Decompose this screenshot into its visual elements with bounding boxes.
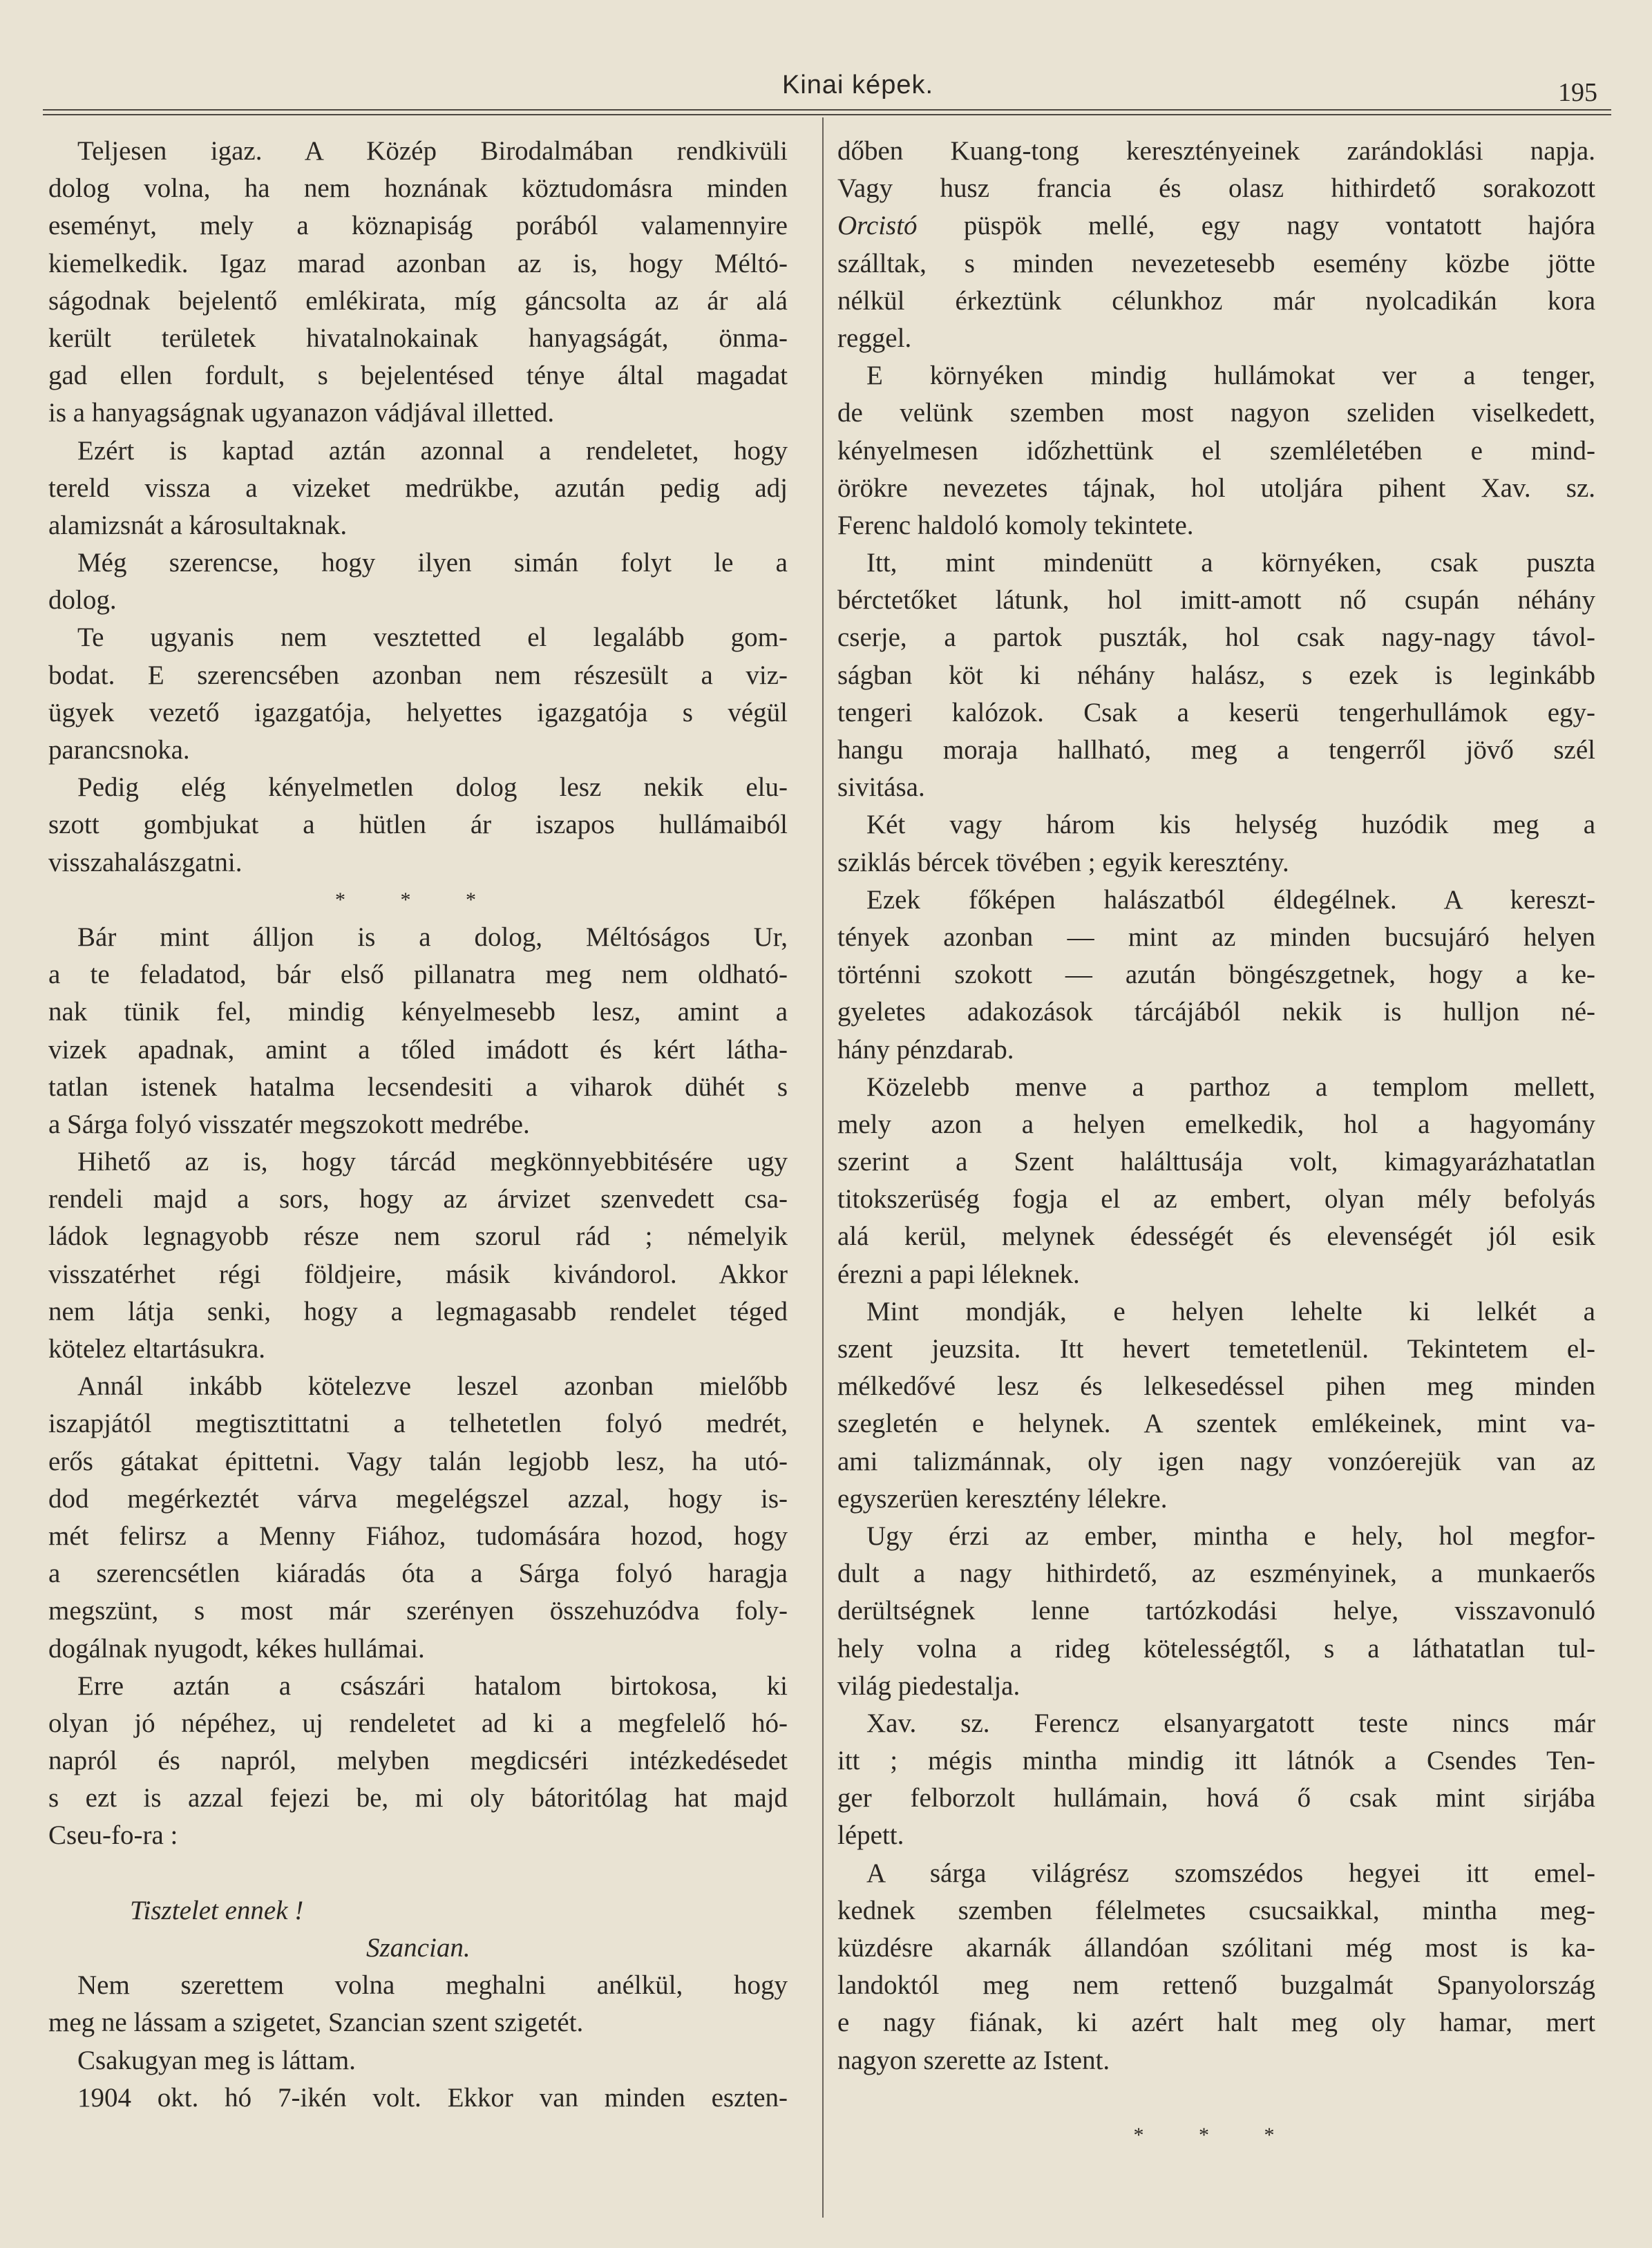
text-line: kötelez eltartásukra. (48, 1334, 265, 1364)
text-line: kiemelkedik. Igaz marad azonban az is, hogy Méltó- (48, 248, 788, 278)
text-line: Erre aztán a császári hatalom birtokosa, ki (77, 1670, 788, 1701)
text-line: Mint mondják, e helyen lehelte ki lelkét a (866, 1296, 1595, 1326)
text-line: nagyon szerette az Istent. (837, 2045, 1110, 2075)
right-column (837, 133, 1595, 2154)
text-line: dolog volna, ha nem hoznának köztudomásra minden (48, 173, 788, 204)
text-line: Ugy érzi az ember, mintha e hely, hol megfor- (866, 1521, 1595, 1551)
text-line: hangu moraja hallható, meg a tengerről jövő szél (837, 735, 1595, 765)
text-line: titokszerüség fogja el az embert, olyan mély befolyás (837, 1184, 1595, 1215)
text-line: történni szokott — azután böngészgetnek, hogy a ke- (837, 960, 1595, 990)
header-rule-double (43, 114, 1611, 115)
text-line: kényelmesen időzhettünk el szemléletében e mind- (837, 435, 1595, 466)
text-line: szegletén e helynek. A szentek emlékeinek, mint va- (837, 1409, 1595, 1439)
text-line: Orcistó püspök mellé, egy nagy vontatott hajóra (837, 211, 1595, 241)
text-line: szent jeuzsita. Itt hevert temetetlenül. Tekintetem el- (837, 1334, 1595, 1364)
text-line: gad ellen fordult, s bejelentésed ténye által magadat (48, 361, 788, 391)
text-line: küzdésre akarnák állandóan szólitani még most is ka- (837, 1933, 1595, 1963)
text-line: alamizsnát a károsultaknak. (48, 510, 348, 540)
text-line: E környéken mindig hullámokat ver a tenger, (866, 361, 1595, 391)
text-line: itt ; mégis mintha mindig itt látnók a Csendes Ten- (837, 1746, 1595, 1776)
text-line: gyeletes adakozások tárcájából nekik is hulljon né- (837, 997, 1595, 1027)
text-line: ságodnak bejelentő emlékirata, míg gáncsolta az ár alá (48, 285, 788, 316)
text-line: meg ne lássam a szigetet, Szancian szent szigetét. (48, 2008, 584, 2038)
text-line: szálltak, s minden nevezetesebb esemény közbe jötte (837, 248, 1595, 278)
text-line: reggel. (837, 323, 912, 353)
text-line: dolog. (48, 585, 117, 616)
text-line: alá kerül, melynek édességét és elevenségét jól esik (837, 1221, 1595, 1252)
text-line: Hihető az is, hogy tárcád megkönnyebbitésére ugy (77, 1147, 788, 1177)
text-line: ládok legnagyobb része nem szorul rád ; némelyik (48, 1221, 788, 1252)
text-line: Közelebb menve a parthoz a templom mellett, (866, 1071, 1595, 1102)
header-rule (43, 109, 1611, 111)
text-line: bodat. E szerencsében azonban nem részesült a viz- (48, 660, 788, 690)
text-line: dod megérkeztét várva megelégszel azzal, hogy is- (48, 1483, 788, 1514)
text-line: iszapjától megtisztittatni a telhetetlen folyó medrét, (48, 1409, 788, 1439)
text-line: Még szerencse, hogy ilyen simán folyt le a (77, 548, 788, 578)
text-line: megszünt, s most már szerényen összehuzódva foly- (48, 1596, 788, 1626)
page-header (43, 62, 1611, 117)
text-line: Két vagy három kis helység huzódik meg a (866, 810, 1595, 840)
text-line: mélkedővé lesz és lelkesedéssel pihen meg minden (837, 1371, 1595, 1402)
text-line: érezni a papi léleknek. (837, 1259, 1080, 1289)
left-column (48, 133, 788, 2117)
text-line: kednek szemben félelmetes csucsaikkal, mintha meg- (837, 1895, 1595, 1925)
text-line: ságban köt ki néhány halász, s ezek is leginkább (837, 660, 1595, 690)
text-line: örökre nevezetes tájnak, hol utoljára pihent Xav. sz. (837, 473, 1595, 503)
text-line: Ezért is kaptad aztán azonnal a rendeletet, hogy (77, 435, 788, 466)
text-line: sivitása. (837, 772, 925, 803)
text-line: tények azonban — mint az minden bucsujáró helyen (837, 922, 1595, 952)
text-line: hány pénzdarab. (837, 1034, 1014, 1065)
text-line: Ezek főképen halászatból éldegélnek. A kereszt- (866, 884, 1595, 915)
text-line: parancsnoka. (48, 735, 190, 765)
text-line: szott gombjukat a hütlen ár iszapos hullámaiból (48, 810, 788, 840)
text-line: nem látja senki, hogy a legmagasabb rendelet téged (48, 1296, 788, 1326)
text-line: 1904 okt. hó 7-ikén volt. Ekkor van minden eszten- (77, 2082, 788, 2113)
text-line: Ferenc haldoló komoly tekintete. (837, 510, 1194, 540)
text-line: sziklás bércek tövében ; egyik keresztény. (837, 847, 1289, 877)
running-title: Kinai képek. (782, 70, 934, 99)
text-line: Annál inkább kötelezve leszel azonban mielőbb (77, 1371, 788, 1402)
text-line: is a hanyagságnak ugyanazon vádjával illetted. (48, 398, 555, 428)
text-line: Bár mint álljon is a dolog, Méltóságos Ur, (77, 922, 788, 952)
column-divider (822, 117, 824, 2218)
text-line: dult a nagy hithirdető, az eszményinek, a munkaerős (837, 1559, 1595, 1589)
text-line: a te feladatod, bár első pillanatra meg nem oldható- (48, 960, 788, 990)
text-line: bérctetőket látunk, hol imitt-amott nő csupán néhány (837, 585, 1595, 616)
text-line: vizek apadnak, amint a tőled imádott és kért látha- (48, 1034, 788, 1065)
text-line: Vagy husz francia és olasz hithirdető sorakozott (837, 173, 1595, 204)
text-line: s ezt is azzal fejezi be, mi oly bátoritólag hat majd (48, 1783, 788, 1813)
text-line: olyan jó népéhez, uj rendeletet ad ki a megfelelő hó- (48, 1708, 788, 1738)
text-line: Pedig elég kényelmetlen dolog lesz nekik elu- (77, 772, 788, 803)
text-line: Te ugyanis nem vesztetted el legalább gom- (77, 622, 788, 653)
text-line: cserje, a partok puszták, hol csak nagy-nagy távol- (837, 622, 1595, 653)
text-line: de velünk szemben most nagyon szeliden viselkedett, (837, 398, 1595, 428)
text-line: Teljesen igaz. A Közép Birodalmában rendkivüli (77, 136, 788, 166)
text-line: hely volna a rideg kötelességtől, s a láthatatlan tul- (837, 1633, 1595, 1664)
text-line: Csakugyan meg is láttam. (77, 2045, 356, 2075)
text-line: A sárga világrész szomszédos hegyei itt emel- (866, 1858, 1595, 1888)
text-line: mét felirsz a Menny Fiához, tudomására hozod, hogy (48, 1521, 788, 1551)
text-line: szerint a Szent halálttusája volt, kimagyarázhatatlan (837, 1147, 1595, 1177)
text-line: visszahalászgatni. (48, 847, 243, 877)
text-line: visszatérhet régi földjeire, másik kivándorol. Akkor (48, 1259, 788, 1289)
text-line: Itt, mint mindenütt a környéken, csak puszta (866, 548, 1595, 578)
text-line: nélkül érkeztünk célunkhoz már nyolcadikán kora (837, 285, 1595, 316)
text-line: derültségnek lenne tartózkodási helye, visszavonuló (837, 1596, 1595, 1626)
text-line: erős gátakat épittetni. Vagy talán legjobb lesz, ha utó- (48, 1446, 788, 1476)
text-line: a szerencsétlen kiáradás óta a Sárga folyó haragja (48, 1559, 788, 1589)
page-number: 195 (1558, 78, 1597, 107)
quoted-signature: Tisztelet ennek ! (130, 1895, 304, 1925)
text-line: tatlan istenek hatalma lecsendesiti a viharok dühét s (48, 1071, 788, 1102)
text-line: dőben Kuang-tong keresztényeinek zarándoklási napja. (837, 136, 1595, 166)
text-line (837, 2079, 1595, 2117)
text-line: tereld vissza a vizeket medrükbe, azután pedig adj (48, 473, 788, 503)
text-line: eseményt, mely a köznapiság porából valamennyire (48, 211, 788, 241)
text-line: ügyek vezető igazgatója, helyettes igazgatója s végül (48, 697, 788, 727)
text-line: landoktól meg nem rettenő buzgalmát Spanyolország (837, 1970, 1595, 2001)
text-line: került területek hivatalnokainak hanyagságát, önma- (48, 323, 788, 353)
quoted-signature: Szancian. (366, 1933, 471, 1963)
text-line: ami talizmánnak, oly igen nagy vonzóerejük van az (837, 1446, 1595, 1476)
section-separator: * * * (335, 888, 501, 911)
text-line: nak tünik fel, mindig kényelmesebb lesz, amint a (48, 997, 788, 1027)
text-line: tengeri kalózok. Csak a keserü tengerhullámok egy- (837, 697, 1595, 727)
text-line (48, 1855, 788, 1892)
text-line: mely azon a helyen emelkedik, hol a hagyomány (837, 1109, 1595, 1139)
text-line: világ piedestalja. (837, 1670, 1020, 1701)
text-line: Nem szerettem volna meghalni anélkül, hogy (77, 1970, 788, 2001)
text-line: Cseu-fo-ra : (48, 1820, 178, 1851)
text-line: egyszerüen keresztény lélekre. (837, 1483, 1168, 1514)
text-line: ger felborzolt hullámain, hová ő csak mint sirjába (837, 1783, 1595, 1813)
text-line: lépett. (837, 1820, 904, 1851)
text-line: dogálnak nyugodt, kékes hullámai. (48, 1633, 425, 1664)
text-line: Xav. sz. Ferencz elsanyargatott teste nincs már (866, 1708, 1595, 1738)
text-line: a Sárga folyó visszatér megszokott medrébe. (48, 1109, 530, 1139)
text-line: e nagy fiának, ki azért halt meg oly hamar, mert (837, 2008, 1595, 2038)
text-line: napról és napról, melyben megdicséri intézkedésedet (48, 1746, 788, 1776)
text-line: rendeli majd a sors, hogy az árvizet szenvedett csa- (48, 1184, 788, 1215)
section-separator: * * * (1133, 2123, 1300, 2146)
